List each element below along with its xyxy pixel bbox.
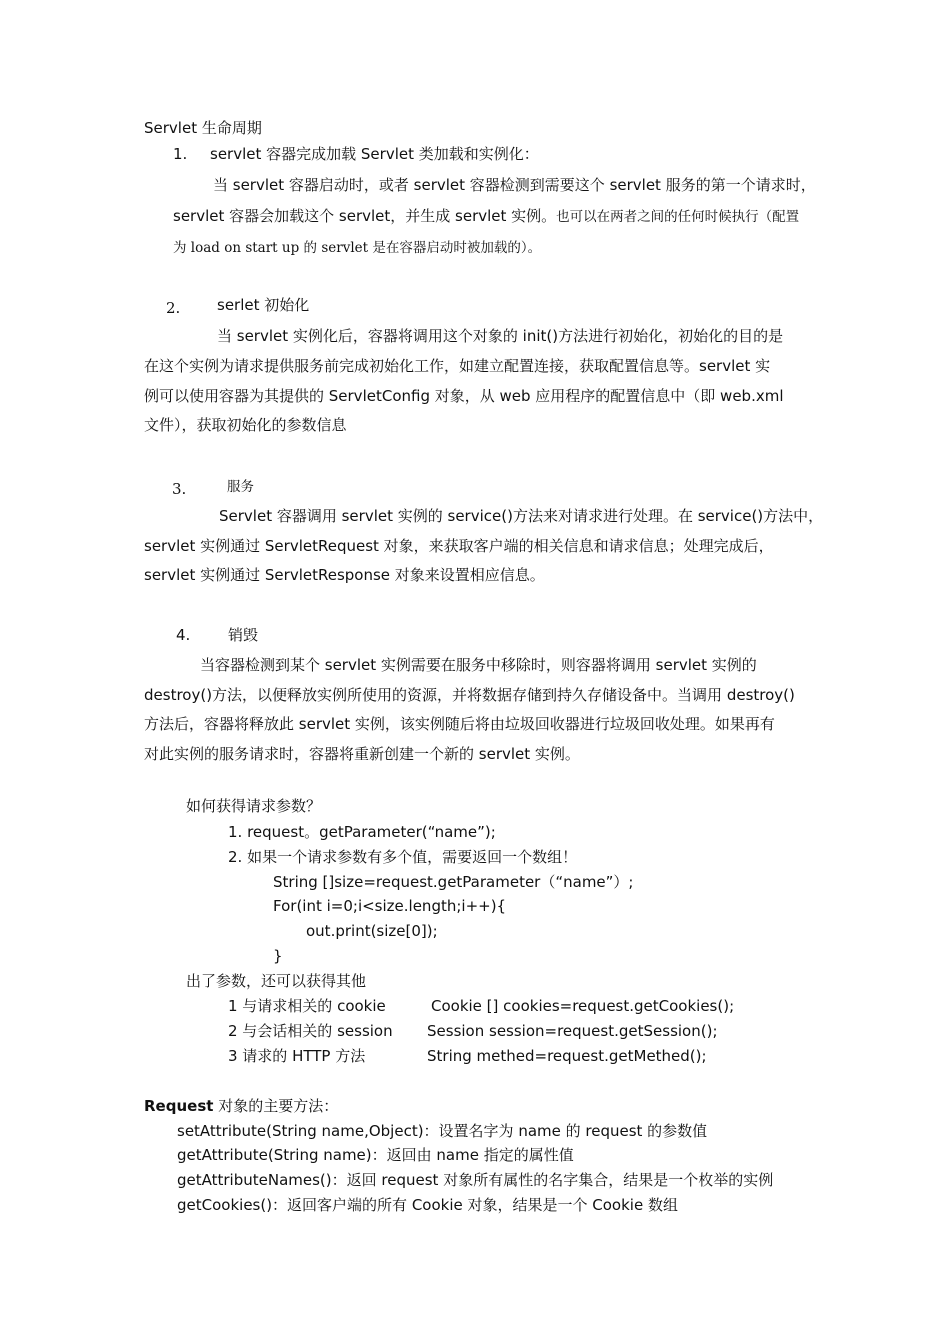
section-4-line-4: 对此实例的服务请求时，容器将重新创建一个新的 servlet 实例。: [144, 745, 580, 763]
section-3-line-1: Servlet 容器调用 servlet 实例的 service()方法来对请求进行处理。在 service()方法中，: [219, 507, 824, 525]
section-1-line-2-main: servlet 容器会加载这个 servlet，并生成 servlet 实例。: [173, 207, 557, 225]
others-3-code: String methed=request.getMethed();: [427, 1047, 707, 1065]
params-item-1: 1. request。getParameter(“name”);: [228, 823, 496, 841]
section-4-heading: 销毁: [228, 626, 259, 644]
section-4-line-2: destroy()方法，以便释放实例所使用的资源，并将数据存储到持久存储设备中。当调用 destroy(): [144, 686, 795, 704]
code-line-2: For(int i=0;i<size.length;i++){: [273, 897, 507, 915]
section-4-number: 4.: [176, 626, 191, 644]
section-1-line-1: 当 servlet 容器启动时，或者 servlet 容器检测到需要这个 servlet 服务的第一个请求时，: [213, 176, 816, 194]
others-3-label: 3 请求的 HTTP 方法: [228, 1047, 366, 1065]
request-heading-bold: Request: [144, 1097, 214, 1115]
others-2-code: Session session=request.getSession();: [427, 1022, 718, 1040]
section-1-line-2: [173, 206, 799, 227]
request-method-3: getAttributeNames()：返回 request 对象所有属性的名字集合，结果是一个枚举的实例: [177, 1171, 774, 1189]
others-2-label: 2 与会话相关的 session: [228, 1022, 393, 1040]
code-line-1: String []size=request.getParameter（“name”）;: [273, 873, 634, 891]
section-4-line-3: 方法后，容器将释放此 servlet 实例，该实例随后将由垃圾回收器进行垃圾回收处理。如果再有: [144, 715, 775, 733]
section-1-number: 1.: [173, 145, 188, 163]
request-method-2: getAttribute(String name)：返回由 name 指定的属性值: [177, 1146, 574, 1164]
code-line-3: out.print(size[0]);: [306, 922, 438, 940]
section-3-heading: 服务: [227, 479, 254, 495]
section-1-heading: servlet 容器完成加载 Servlet 类加载和实例化：: [210, 145, 539, 163]
section-2-line-1: 当 servlet 实例化后，容器将调用这个对象的 init()方法进行初始化，初始化的目的是: [217, 327, 784, 345]
section-4-line-1: 当容器检测到某个 servlet 实例需要在服务中移除时，则容器将调用 servlet 实例的: [200, 656, 757, 674]
section-2-number: 2.: [166, 299, 181, 317]
others-heading: 出了参数，还可以获得其他: [186, 972, 367, 990]
params-item-2: 2. 如果一个请求参数有多个值，需要返回一个数组！: [228, 848, 578, 866]
section-3-line-2: servlet 实例通过 ServletRequest 对象，来获取客户端的相关信息和请求信息；处理完成后，: [144, 537, 774, 555]
request-heading-rest: 对象的主要方法：: [213, 1097, 339, 1115]
section-2-line-4: 文件），获取初始化的参数信息: [144, 416, 347, 434]
code-line-4: }: [273, 947, 283, 965]
section-2-line-2: 在这个实例为请求提供服务前完成初始化工作，如建立配置连接，获取配置信息等。servlet 实: [144, 357, 771, 375]
request-method-1: setAttribute(String name,Object)：设置名字为 name 的 request 的参数值: [177, 1122, 708, 1140]
others-1-label: 1 与请求相关的 cookie: [228, 997, 386, 1015]
request-heading: [144, 1096, 338, 1116]
doc-title: Servlet 生命周期: [144, 119, 262, 137]
section-3-line-3: servlet 实例通过 ServletResponse 对象来设置相应信息。: [144, 566, 545, 584]
request-method-4: getCookies()：返回客户端的所有 Cookie 对象，结果是一个 Cookie 数组: [177, 1196, 678, 1214]
section-1-line-3: 为 load on start up 的 servlet 是在容器启动时被加载的）。: [173, 240, 542, 256]
others-1-code: Cookie [] cookies=request.getCookies();: [431, 997, 735, 1015]
section-1-line-2-tail: 也可以在两者之间的任何时候执行（配置: [556, 209, 800, 225]
section-2-heading: serlet 初始化: [217, 296, 310, 314]
section-2-line-3: 例可以使用容器为其提供的 ServletConfig 对象，从 web 应用程序的配置信息中（即 web.xml: [144, 387, 784, 405]
params-question: 如何获得请求参数？: [186, 797, 322, 815]
section-3-number: 3.: [172, 480, 187, 498]
